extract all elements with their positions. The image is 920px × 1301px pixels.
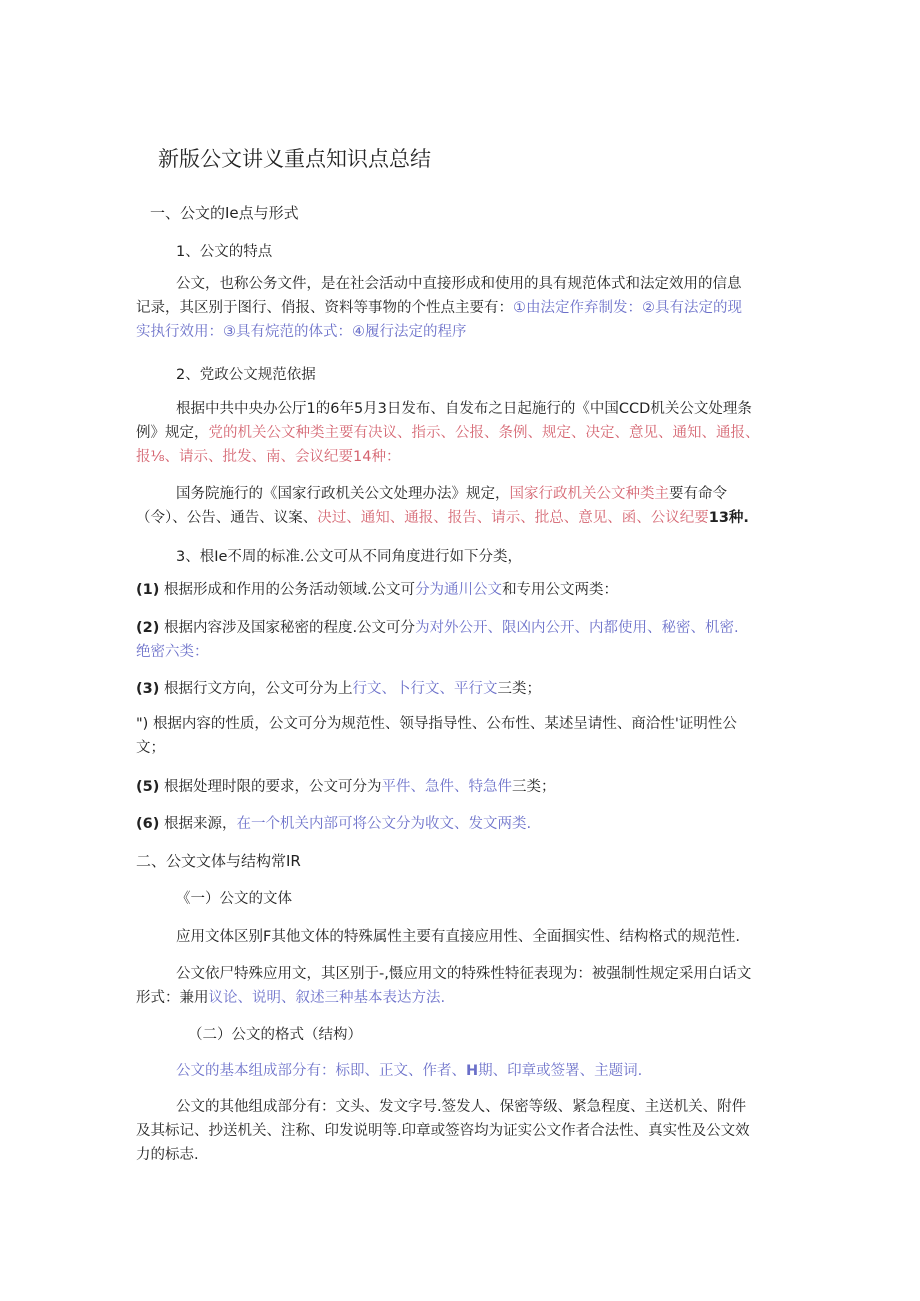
paragraph-other-components-line-2: 及其标记、抄送机关、注称、印发说明等.印章或签咨均为证实公文作者合法性、真实性及公文效 xyxy=(136,1123,750,1139)
paragraph-other-components-cont xyxy=(136,1119,750,1167)
classification-item-5-text-b: 平件、急件、特急件 xyxy=(381,779,512,795)
section-1-3-heading: 3、根Ie不周的标准.公文可从不同角度进行如下分类， xyxy=(176,549,523,565)
classification-item-1-text-a: 根据形成和作用的公务活动领域.公文可 xyxy=(163,582,416,598)
classification-item-1-num: (1) xyxy=(136,582,160,598)
paragraph-style-2-cont xyxy=(136,986,445,1010)
classification-item-2-line-2: 绝密六类： xyxy=(136,644,209,660)
classification-item-2-text-b: 为对外公开、限凶内公开、内都使用、秘密、机密. xyxy=(415,620,739,636)
paragraph-party-basis xyxy=(176,397,752,421)
classification-item-3 xyxy=(136,677,541,701)
classification-item-1-text-c: 和专用公文两类： xyxy=(502,582,619,598)
section-2-heading: 二、公文文体与结构常IR xyxy=(136,852,301,870)
paragraph-features-line-3: 实执行效用：③具有烷范的体式：④履行法定的程序 xyxy=(136,324,467,340)
state-doc-types-count: 13种. xyxy=(708,510,749,526)
basic-components-text-c: 期、印章或签署、主题词. xyxy=(478,1063,643,1079)
paragraph-other-components-line-1: 公文的其他组成部分有：文头、发文字号.签发人、保密等级、紧急程度、主送机关、附件 xyxy=(176,1099,747,1115)
classification-item-4-line-2: 文； xyxy=(136,740,165,756)
paragraph-style-2 xyxy=(176,962,751,986)
classification-item-2-text-a: 根据内容涉及国家秘密的程度.公文可分 xyxy=(163,620,416,636)
paragraph-features-cont xyxy=(136,296,742,344)
document-title: 新版公文讲义重点知识点总结 xyxy=(158,147,431,171)
style-methods-highlight: 议论、说明、叙述三种基本表达方法. xyxy=(208,990,446,1006)
classification-item-5-line xyxy=(136,775,555,799)
classification-item-4 xyxy=(136,712,737,760)
paragraph-features xyxy=(176,272,742,296)
party-regulation-text: 例》规定， xyxy=(136,425,209,441)
paragraph-style-1-line: 应用文体区别F其他文体的特殊属性主要有直接应用性、全面掴实性、结构格式的规范性. xyxy=(176,929,740,945)
classification-item-4-text-a: 根据内容的性质，公文可分为规范性、领导指导性、公布性、某述呈请性、商洽性'证明性公 xyxy=(152,716,737,732)
classification-item-5-text-a: 根据处理时限的要求，公文可分为 xyxy=(163,779,382,795)
basic-components-text-b: H xyxy=(466,1063,479,1079)
classification-item-2-num: (2) xyxy=(136,620,160,636)
classification-item-6-line xyxy=(136,812,531,836)
section-1-2-heading: 2、党政公文规范依据 xyxy=(176,367,316,383)
classification-item-1 xyxy=(136,578,618,602)
features-intro-text: 记录，其区别于图行、俏报、资料等事物的个性点主要有： xyxy=(136,300,513,316)
party-doc-types-highlight: 党的机关公文种类主要有决议、指示、公报、条例、规定、决定、意见、通知、通报、 xyxy=(208,425,760,441)
paragraph-features-line-1: 公文，也称公务文件，是在社会活动中直接形成和使用的具有规范体式和法定效用的信息 xyxy=(176,276,742,292)
section-1-heading: 一、公文的Ie点与形式 xyxy=(150,204,299,222)
paragraph-other-components-line-3: 力的标志. xyxy=(136,1147,199,1163)
paragraph-state-basis xyxy=(176,482,727,506)
classification-item-4-line xyxy=(136,712,737,736)
classification-item-3-line xyxy=(136,677,541,701)
paragraph-party-line-1: 根据中共中央办公厅1的6年5月3日发布、自发布之日起施行的《中国CCD机关公文处理条 xyxy=(176,401,752,417)
section-2-2-heading: （二）公文的格式（结构） xyxy=(188,1027,362,1043)
classification-item-6 xyxy=(136,812,531,836)
classification-item-1-text-b: 分为通川公文 xyxy=(415,582,503,598)
classification-item-1-line xyxy=(136,578,618,602)
style-form-text: 形式：兼用 xyxy=(136,990,209,1006)
basic-components-text-a: 公文的基本组成部分有：标即、正文、作者、 xyxy=(176,1063,466,1079)
classification-item-6-text-a: 根据来源， xyxy=(163,816,237,832)
paragraph-state-line-1 xyxy=(176,482,727,506)
paragraph-other-components xyxy=(176,1095,746,1119)
features-highlight-1: ①由法定作弃制发：②具有法定的现 xyxy=(513,300,742,316)
paragraph-party-line-2 xyxy=(136,421,760,445)
paragraph-style-2-line-2 xyxy=(136,986,445,1010)
classification-item-6-num: (6) xyxy=(136,816,160,832)
paragraph-basic-components-line xyxy=(176,1059,642,1083)
classification-item-5 xyxy=(136,775,555,799)
paragraph-style-1 xyxy=(176,925,740,949)
paragraph-style-2-line-1: 公文依尸特殊应用文，其区别于-,慑应用文的特殊性特征表现为：被强制性规定采用白话文 xyxy=(176,966,752,982)
state-doc-types-tail: 要有命令 xyxy=(669,486,727,502)
section-2-1-heading: 《一）公文的文体 xyxy=(176,891,292,907)
paragraph-basic-components xyxy=(176,1059,642,1083)
classification-item-2 xyxy=(136,616,739,664)
paragraph-state-cont xyxy=(136,506,749,530)
paragraph-party-line-3: 报⅛、请示、批发、南、会议纪要14种： xyxy=(136,449,401,465)
section-1-1-heading xyxy=(176,240,272,261)
paragraph-state-line-2 xyxy=(136,506,749,530)
classification-item-5-text-c: 三类； xyxy=(511,779,556,795)
paragraph-features-line-2 xyxy=(136,296,742,320)
classification-item-4-num: ") xyxy=(136,716,149,732)
paragraph-party-cont xyxy=(136,421,760,469)
state-doc-types-list-1: （令）、公告、通告、议案、 xyxy=(136,510,318,526)
state-doc-types-list-2: 决过、通知、通报、报告、请示、批总、意见、函、公议纪要 xyxy=(317,510,709,526)
classification-item-3-text-a: 根据行文方向，公文可分为上 xyxy=(163,681,353,697)
classification-item-2-line xyxy=(136,616,739,640)
classification-item-3-text-c: 三类； xyxy=(497,681,541,697)
classification-item-6-text-b: 在一个机关内部可将公文分为收文、发文两类. xyxy=(236,816,532,832)
classification-item-5-num: (5) xyxy=(136,779,160,795)
state-doc-types-highlight: 国家行政机关公文种类主 xyxy=(509,486,669,502)
classification-item-3-text-b: 行文、卜行文、平行文 xyxy=(352,681,498,697)
classification-item-3-num: (3) xyxy=(136,681,160,697)
state-regulation-text: 国务院施行的《国家行政机关公文处理办法》规定， xyxy=(176,486,510,502)
section-1-1-heading-text: 1、公文的特点 xyxy=(176,244,273,260)
